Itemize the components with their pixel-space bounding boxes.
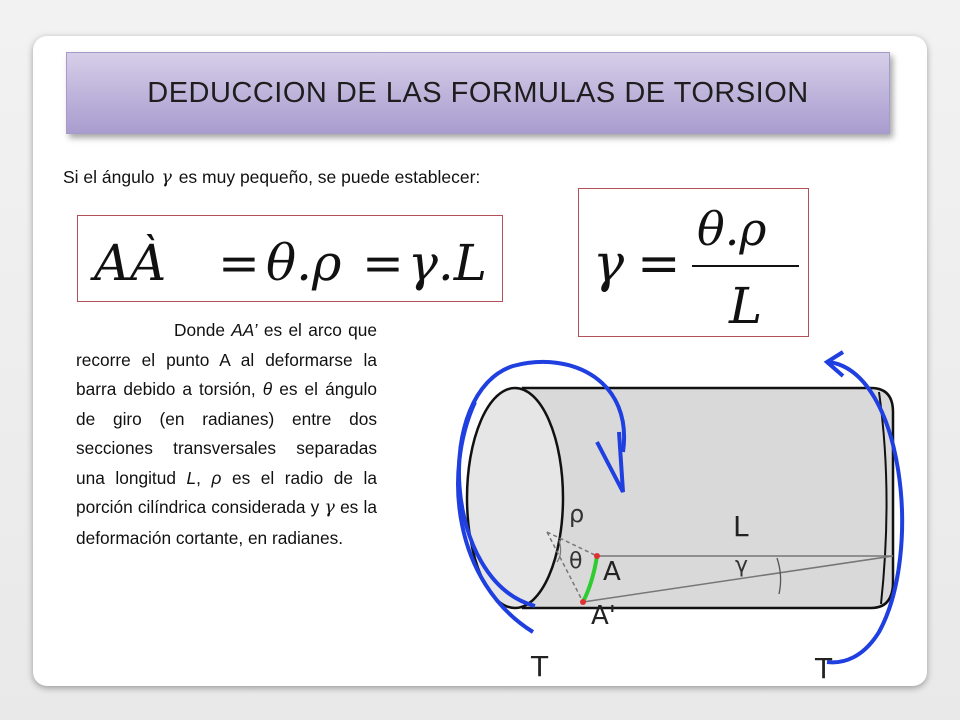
formula-theta-rho: θ.ρ — [266, 234, 342, 292]
gamma-formula-equals: = — [637, 234, 681, 294]
formula-lhs-aa: AÀ — [94, 234, 167, 292]
gamma-formula-denominator: L — [729, 277, 763, 335]
desc-part-4: , — [196, 467, 212, 488]
desc-part-2: es el arco que recorre el punto A al deformarse la barra debido a torsión, — [76, 320, 378, 399]
label-rho: ρ — [569, 500, 585, 528]
torsion-cylinder-diagram — [423, 332, 893, 685]
label-t-right: T — [815, 652, 833, 685]
intro-text-after: es muy pequeño, se puede establecer: — [178, 167, 481, 187]
intro-text-before: Si el ángulo — [63, 167, 155, 187]
label-gamma: γ — [735, 553, 749, 578]
label-a: A — [603, 557, 621, 587]
arc-length-formula — [77, 215, 503, 302]
description-paragraph — [76, 316, 377, 553]
desc-part-1: Donde — [174, 320, 232, 340]
slide-title: DEDUCCION DE LAS FORMULAS DE TORSION — [147, 76, 809, 109]
label-a-prime: A' — [591, 601, 616, 631]
formula-equals-1: = — [218, 234, 260, 292]
desc-part-3: es el ángulo de giro (en radianes) entre dos secciones transversales separadas una longitud — [76, 379, 377, 488]
formula-equals-2: = — [362, 234, 404, 292]
desc-part-6: es la deformación cortante, en radianes. — [76, 497, 377, 548]
desc-part-5: es el radio de la porción cilíndrica considerada y — [76, 467, 378, 517]
label-l: L — [733, 510, 749, 543]
point-a-prime — [580, 599, 586, 605]
point-a — [594, 553, 600, 559]
desc-l-term: L — [186, 467, 197, 488]
desc-aa-term: AA’ — [231, 320, 258, 340]
arc-length-formula-graphic — [78, 216, 502, 301]
intro-gamma-symbol: γ — [161, 168, 172, 188]
gamma-formula-graphic — [579, 189, 808, 336]
desc-rho-term: ρ — [211, 467, 222, 488]
slide-panel — [33, 36, 927, 686]
formula-gamma-l: γ.L — [408, 234, 487, 292]
desc-gamma-term: γ — [324, 498, 335, 518]
gamma-formula — [578, 188, 809, 337]
gamma-formula-numerator: θ.ρ — [697, 202, 767, 256]
desc-theta-term: θ — [262, 379, 273, 399]
label-t-left: T — [531, 650, 549, 683]
cylinder-body — [523, 388, 893, 608]
intro-sentence — [63, 167, 480, 188]
gamma-formula-lhs: γ — [593, 234, 625, 294]
label-theta: θ — [569, 549, 583, 574]
title-banner — [66, 52, 890, 134]
